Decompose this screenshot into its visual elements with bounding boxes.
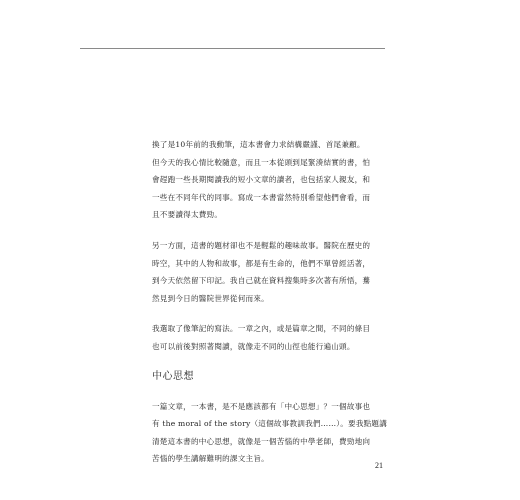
text-line: 清楚這本書的中心思想，就像是一個苦惱的中學老師，費勁地向 <box>152 436 371 446</box>
paragraph <box>152 320 384 355</box>
page-number: 21 <box>375 461 383 470</box>
text-line: 但今天的我心情比較隨意，而且一本從頭到尾緊湊結實的書，怕 <box>152 157 371 167</box>
section-heading: 中心思想 <box>152 370 194 382</box>
paragraph <box>152 398 388 468</box>
text-line: 一些在不同年代的同事。寫成一本書當然特別希望他們會看，而 <box>152 192 371 202</box>
text-line: 苦惱的學生講解難明的課文主旨。 <box>152 454 269 464</box>
text-line: 且不要讀得太費勁。 <box>152 210 223 220</box>
paragraph <box>152 136 384 224</box>
text-line: 也可以前後對照著閱讀，就像走不同的山徑也能行遍山頭。 <box>152 341 355 351</box>
paragraph <box>152 237 384 307</box>
text-line: 我選取了像筆記的寫法。一章之內，或是篇章之間，不同的條目 <box>152 324 371 334</box>
text-line: 到今天依然留下印記。我自己就在資料搜集時多次著有所悟，驀 <box>152 276 371 286</box>
header-rule <box>80 48 385 49</box>
text-line: 然見到今日的醫院世界從何而來。 <box>152 293 269 303</box>
text-line: 會趕跑一些長期閱讀我的短小文章的讀者，也包括家人親友，和 <box>152 175 371 185</box>
body-text <box>152 136 388 481</box>
text-line: 換了是10年前的我動筆，這本書會力求結構嚴謹、首尾兼顧。 <box>152 140 365 149</box>
paragraphs-before <box>152 136 384 356</box>
text-line: 時空，其中的人物和故事，都是有生命的，他們不單曾經活著， <box>152 258 371 268</box>
text-line: 另一方面，這書的題材卻也不是輕鬆的趣味故事。醫院在歷史的 <box>152 240 371 250</box>
text-line: 有 the moral of the story（這個故事教訓我們……）。要我點題講 <box>152 419 388 429</box>
text-line: 一篇文章，一本書，是不是應該都有「中心思想」？一個故事也 <box>152 401 371 411</box>
paragraphs-after <box>152 398 388 468</box>
